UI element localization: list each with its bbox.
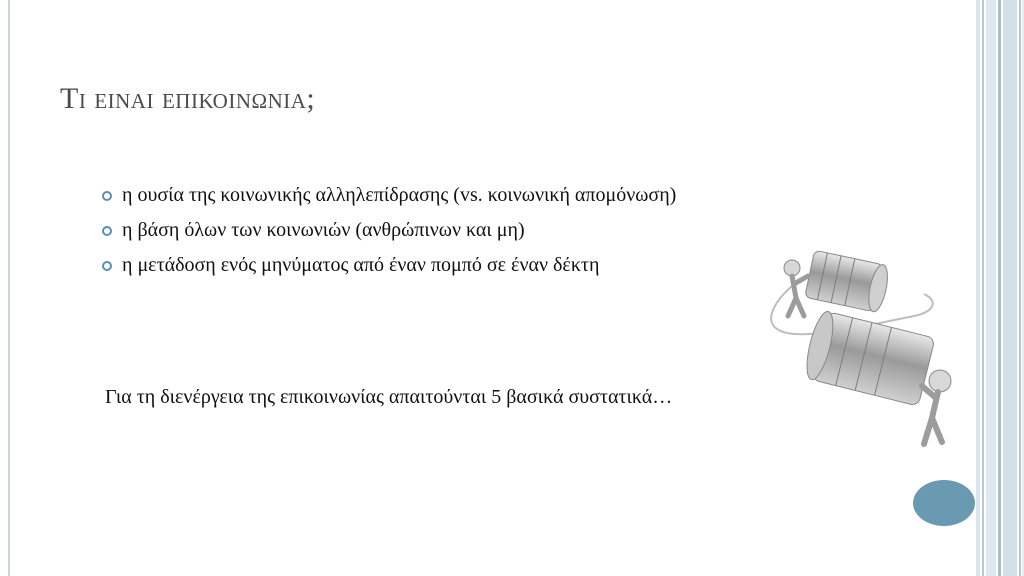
bullet-item — [102, 248, 676, 283]
slide-title: Τι ειναι επικοινωνια; — [60, 82, 316, 115]
bullet-text: η βάση όλων των κοινωνιών (ανθρώπινων και μη) — [122, 219, 525, 241]
accent-oval-button[interactable] — [913, 480, 975, 526]
bullet-item — [102, 178, 676, 213]
bullet-marker-icon — [102, 261, 112, 271]
bullet-marker-icon — [102, 226, 112, 236]
bullet-item — [102, 213, 676, 248]
summary-text: Για τη διενέργεια της επικοινωνίας απαιτούνται 5 βασικά συστατικά… — [105, 386, 673, 408]
bullet-list — [102, 178, 676, 283]
right-decorative-stripes — [976, 0, 1024, 576]
bullet-marker-icon — [102, 191, 112, 201]
tin-can-telephone-icon — [764, 246, 964, 456]
left-border-line — [8, 0, 10, 576]
bullet-text: η ουσία της κοινωνικής αλληλεπίδρασης (vs. κοινωνική απομόνωση) — [122, 184, 677, 206]
bullet-text: η μετάδοση ενός μηνύματος από έναν πομπό σε έναν δέκτη — [122, 254, 600, 276]
